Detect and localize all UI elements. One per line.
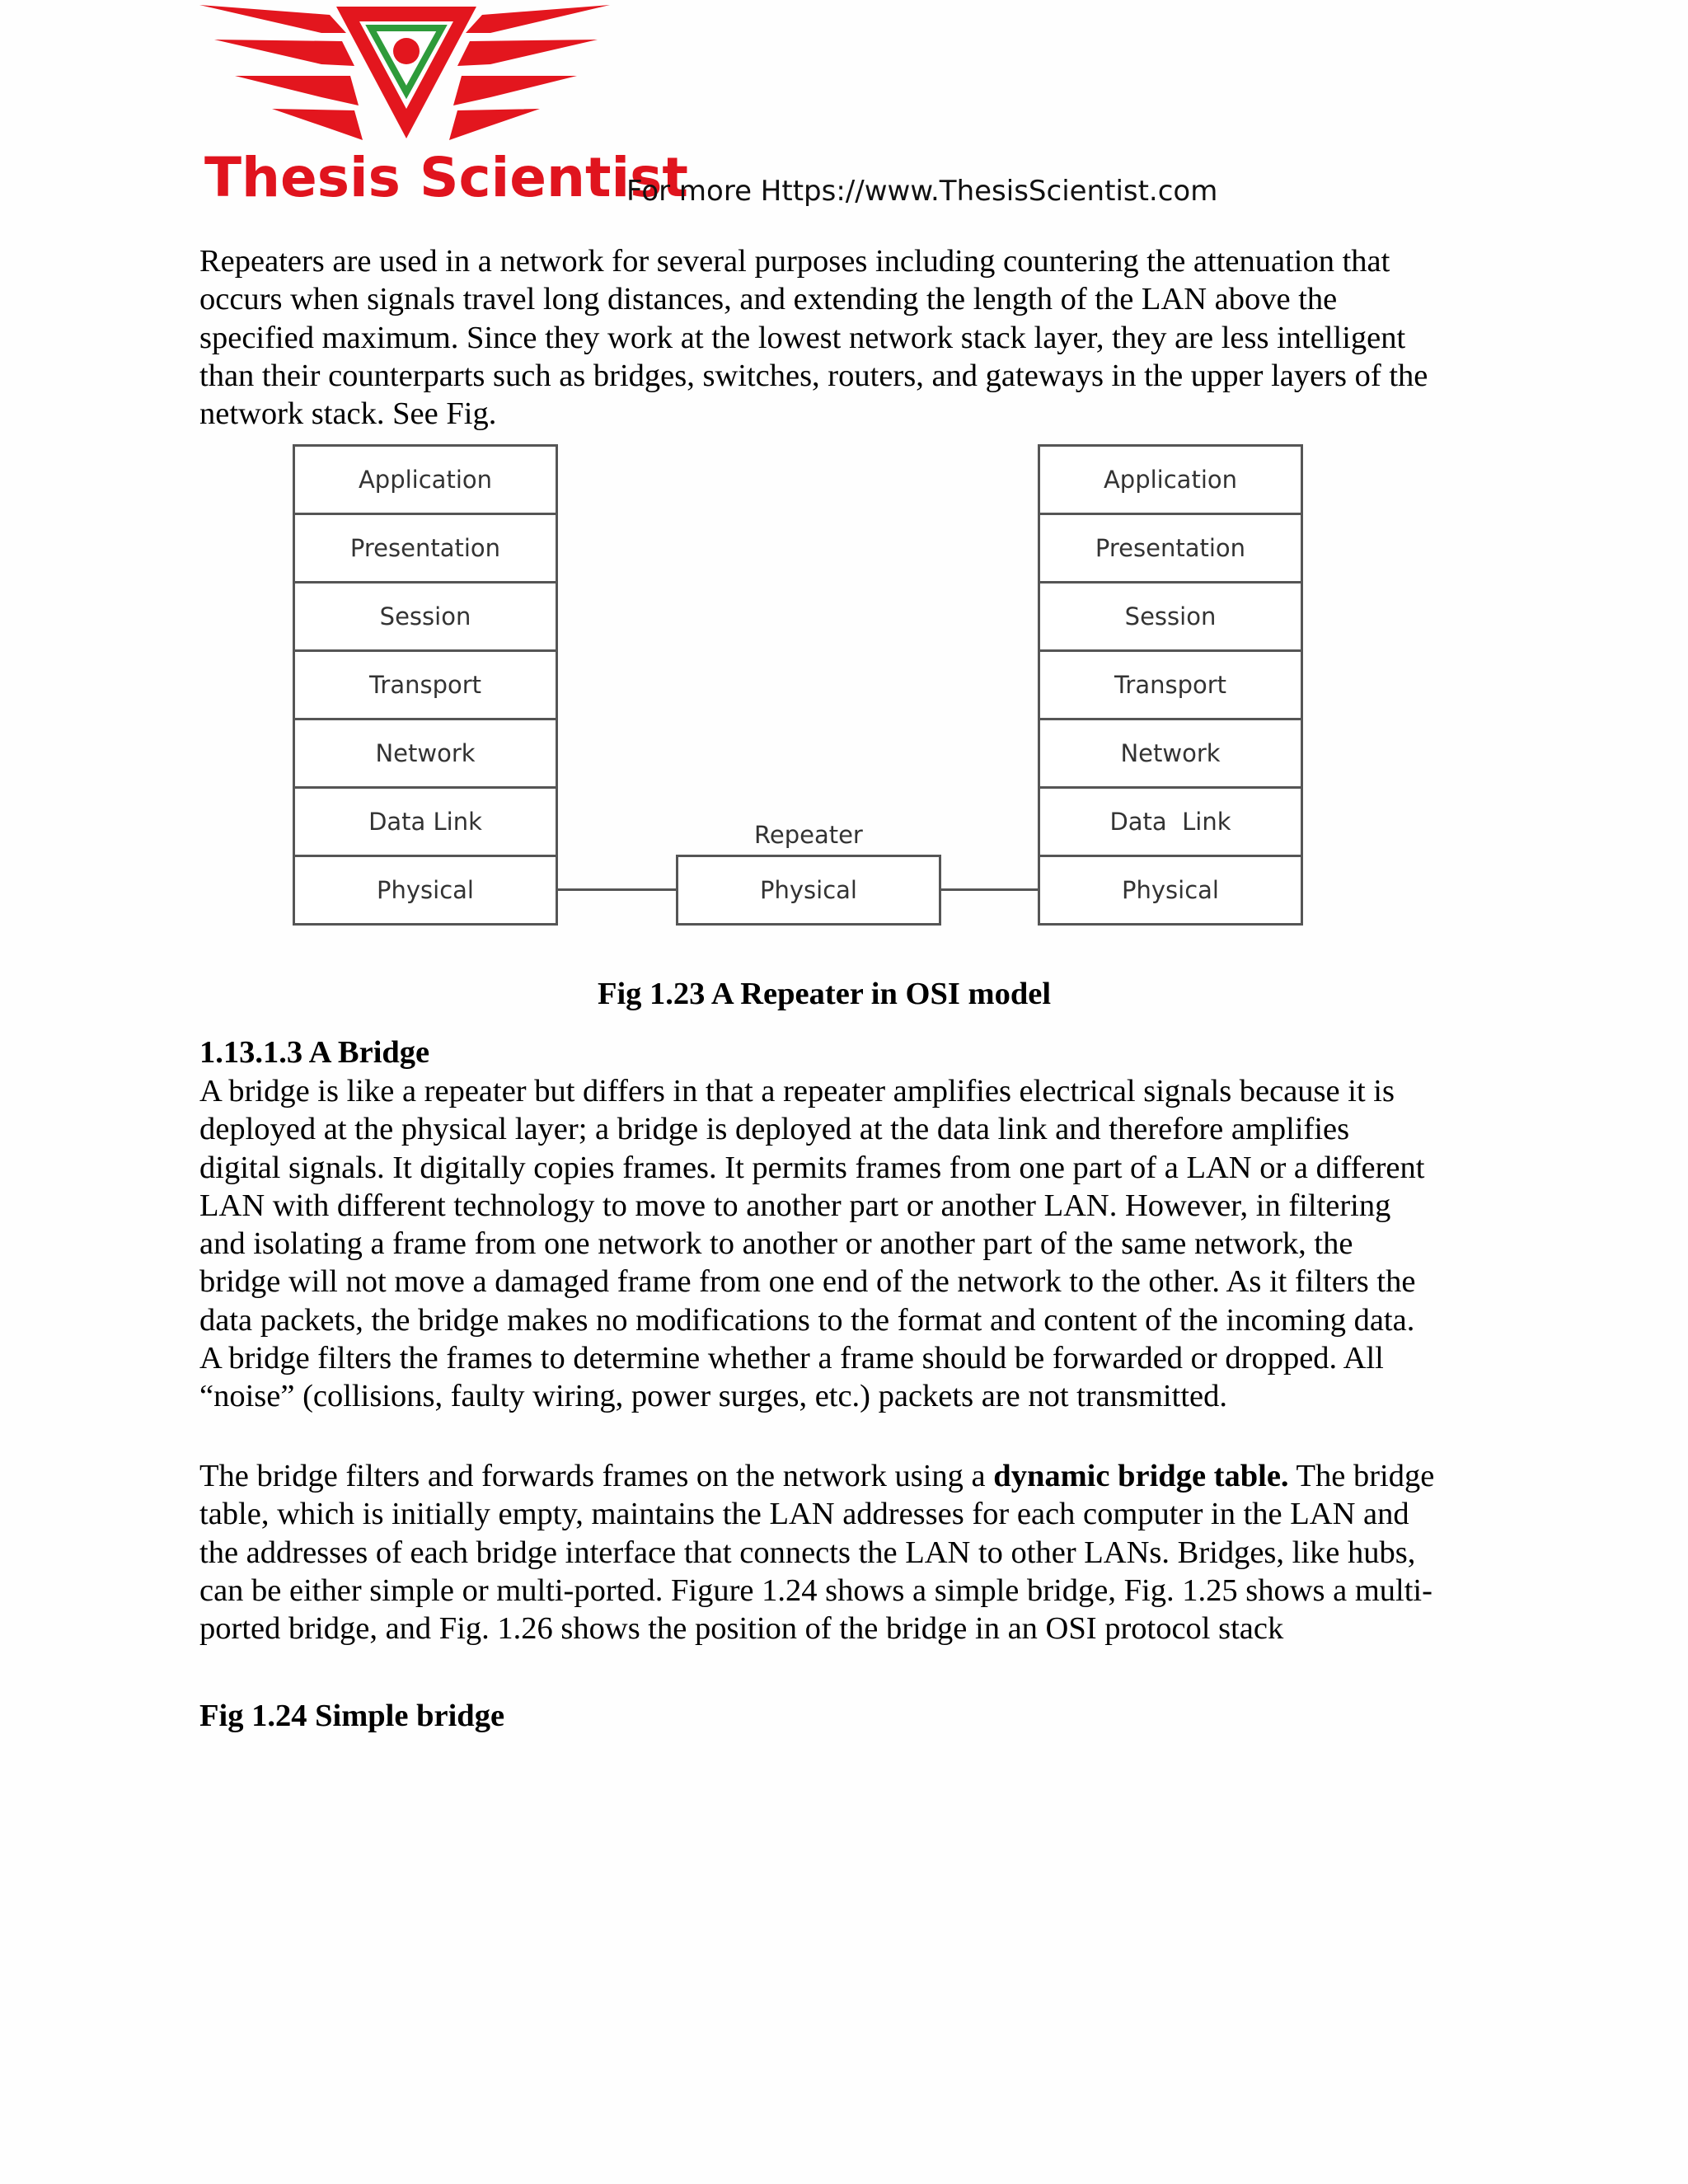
bridge-paragraph [199, 1072, 1502, 1416]
paragraph-line: network stack. See Fig. [199, 396, 497, 432]
left-layer-application: Application [293, 444, 558, 515]
right-layer-network: Network [1038, 718, 1303, 789]
logo-text: Thesis Scientist [204, 146, 688, 209]
paragraph-line: ported bridge, and Fig. 1.26 shows the position of the bridge in an OSI protocol stack [199, 1611, 1284, 1647]
logo-left-wing [199, 5, 363, 140]
text-run: The bridge [1288, 1459, 1435, 1493]
repeater-physical: Physical [676, 855, 941, 926]
connector-right [941, 888, 1038, 891]
bold-term: dynamic bridge table. [993, 1459, 1289, 1493]
paragraph-line: A bridge is like a repeater but differs in that a repeater amplifies electrical signals because it is [199, 1074, 1395, 1108]
left-layer-data-link: Data Link [293, 786, 558, 857]
paragraph-line: A bridge filters the frames to determine whether a frame should be forwarded or dropped. All [199, 1341, 1384, 1376]
figure-caption: Fig 1.23 A Repeater in OSI model [597, 977, 1052, 1011]
right-layer-session: Session [1038, 581, 1303, 652]
left-layer-network: Network [293, 718, 558, 789]
paragraph-line [199, 1457, 1502, 1495]
paragraph-line: Repeaters are used in a network for several purposes including countering the attenuation that [199, 244, 1390, 279]
logo-emblem [393, 38, 420, 64]
right-layer-data-link: Data Link [1038, 786, 1303, 857]
right-layer-transport: Transport [1038, 649, 1303, 720]
site-url-text: For more Https://www.ThesisScientist.com [626, 175, 1218, 208]
left-layer-physical: Physical [293, 855, 558, 926]
right-layer-application: Application [1038, 444, 1303, 515]
paragraph-line: LAN with different technology to move to another part or another LAN. However, in filtering [199, 1188, 1391, 1223]
paragraph-line: and isolating a frame from one network to another or another part of the same network, the [199, 1226, 1353, 1262]
paragraph-line: table, which is initially empty, maintains the LAN addresses for each computer in the LAN and [199, 1497, 1409, 1532]
logo-right-wing [449, 5, 610, 140]
paragraph-line: digital signals. It digitally copies frames. It permits frames from one part of a LAN or a different [199, 1150, 1425, 1185]
right-layer-presentation: Presentation [1038, 513, 1303, 583]
bridge-table-paragraph [199, 1457, 1502, 1647]
paragraph-line: specified maximum. Since they work at the lowest network stack layer, they are less intelligent [199, 320, 1406, 355]
figure-caption: Fig 1.24 Simple bridge [199, 1699, 505, 1733]
paragraph-line: can be either simple or multi-ported. Figure 1.24 shows a simple bridge, Fig. 1.25 shows a multi- [199, 1572, 1432, 1608]
paragraph-line: data packets, the bridge makes no modifications to the format and content of the incoming data. [199, 1302, 1415, 1338]
thesis-scientist-logo [198, 0, 688, 216]
paragraph-line: than their counterparts such as bridges, switches, routers, and gateways in the upper layers of the [199, 358, 1428, 393]
left-layer-transport: Transport [293, 649, 558, 720]
left-layer-presentation: Presentation [293, 513, 558, 583]
paragraph-line: occurs when signals travel long distances, and extending the length of the LAN above the [199, 282, 1338, 317]
left-layer-session: Session [293, 581, 558, 652]
right-layer-physical: Physical [1038, 855, 1303, 926]
paragraph-line: deployed at the physical layer; a bridge is deployed at the data link and therefore amplifies [199, 1112, 1350, 1147]
repeater-osi-diagram [293, 444, 1306, 927]
repeater-label: Repeater [754, 821, 863, 849]
intro-paragraph [199, 242, 1502, 433]
text-run: The bridge filters and forwards frames on the network using a [199, 1459, 994, 1493]
paragraph-line: “noise” (collisions, faulty wiring, power surges, etc.) packets are not transmitted. [199, 1379, 1227, 1414]
section-heading: 1.13.1.3 A Bridge [199, 1035, 430, 1070]
connector-left [558, 888, 678, 891]
paragraph-line: bridge will not move a damaged frame from one end of the network to the other. As it filters the [199, 1264, 1416, 1300]
paragraph-line: the addresses of each bridge interface that connects the LAN to other LANs. Bridges, like hubs, [199, 1535, 1416, 1570]
